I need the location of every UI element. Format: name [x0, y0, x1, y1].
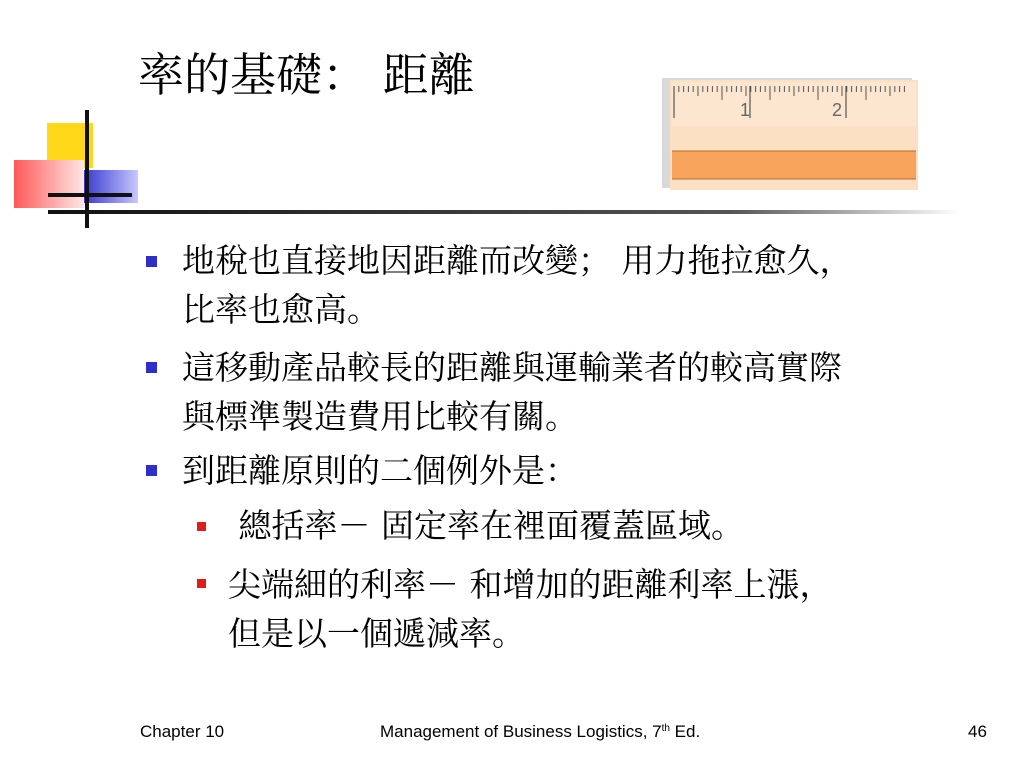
footer-book-sup: th — [661, 723, 670, 734]
bullet-item — [182, 446, 578, 495]
bullet-marker — [197, 522, 206, 531]
bullet-line: 到距離原則的二個例外是： — [182, 451, 578, 490]
slide-title: 率的基礎： 距離 — [138, 48, 475, 102]
footer-chapter: Chapter 10 — [140, 722, 225, 741]
bullet-marker — [197, 579, 206, 588]
bullet-line: 這移動產品較長的距離與運輸業者的較高實際 — [182, 348, 842, 387]
footer-book-prefix: Management of Business Logistics, 7 — [380, 722, 662, 741]
bullet-item — [182, 236, 853, 334]
footer-book-suffix: Ed. — [669, 722, 701, 741]
bullet-line: 與標準製造費用比較有關。 — [182, 397, 578, 436]
footer-page-number: 46 — [968, 722, 987, 741]
footer-book-title — [380, 722, 700, 742]
bullet-marker — [146, 256, 157, 267]
bullet-item — [228, 501, 744, 550]
bullet-line: 但是以一個遞減率。 — [228, 614, 525, 653]
bullet-item — [182, 343, 842, 441]
bullet-marker — [146, 362, 157, 373]
ruler-label-2: 2 — [832, 100, 843, 120]
bullet-line: 尖端細的利率－ 和增加的距離利率上漲， — [228, 565, 833, 604]
bullet-item — [228, 560, 833, 658]
ruler-label-1: 1 — [740, 100, 751, 120]
bullet-line: 地稅也直接地因距離而改變； 用力拖拉愈久， — [182, 241, 853, 280]
bullet-marker — [146, 465, 157, 476]
bullet-line: 總括率－ 固定率在裡面覆蓋區域。 — [228, 506, 744, 545]
bullet-line: 比率也愈高。 — [182, 290, 380, 329]
